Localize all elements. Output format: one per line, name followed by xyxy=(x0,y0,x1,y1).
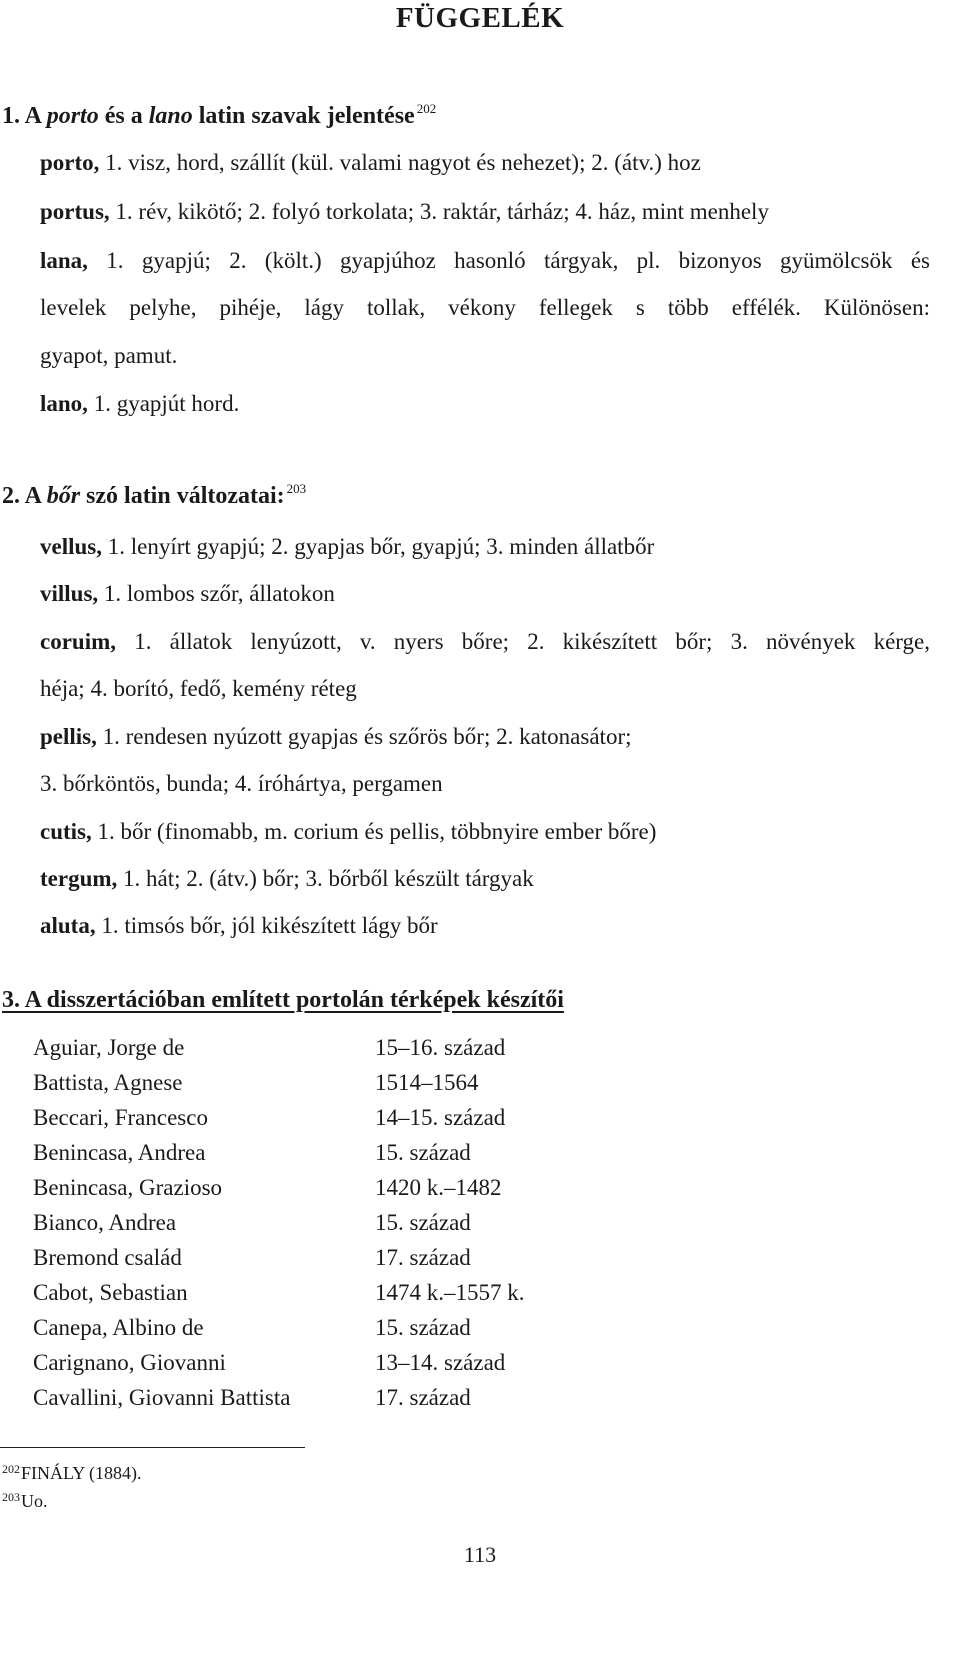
dictionary-entry: lana, 1. gyapjú; 2. (költ.) gyapjúhoz hasonló tárgyak, pl. bizonyos gyümölcsök és xyxy=(40,248,930,273)
dictionary-entry: pellis, 1. rendesen nyúzott gyapjas és szőrös bőr; 2. katonasátor; xyxy=(40,724,632,749)
dictionary-entry-continuation: héja; 4. borító, fedő, kemény réteg xyxy=(40,676,357,701)
footnote: $^{202}$FINÁLY (1884). xyxy=(2,1462,142,1483)
footnote-separator xyxy=(0,1447,305,1448)
dictionary-entry: cutis, 1. bőr (finomabb, m. corium és pellis, többnyire ember bőre) xyxy=(40,819,657,844)
dictionary-entry-continuation: levelek pelyhe, pihéje, lágy tollak, vékony fellegek s több effélék. Különösen: xyxy=(40,295,930,320)
footnote-ref: 203 xyxy=(286,481,307,496)
page-title: FÜGGELÉK xyxy=(395,2,565,34)
dictionary-entry: aluta, 1. timsós bőr, jól kikészített lágy bőr xyxy=(40,913,438,938)
dictionary-entry: porto, 1. visz, hord, szállít (kül. valami nagyot és nehezet); 2. (átv.) hoz xyxy=(40,150,701,175)
section-2-heading: 2. A bőr szó latin változatai: $^{203}$ xyxy=(2,481,307,509)
dictionary-entry: tergum, 1. hát; 2. (átv.) bőr; 3. bőrből készült tárgyak xyxy=(40,866,534,891)
document-page: FÜGGELÉK 1. A porto és a lano latin szavak jelentése $^{202}$ porto, 1. visz, hord, szállít (kül. valami nagyot és nehezet); 2. (átv.) hoz portus, 1. rév, kikötő; 2. folyó torkolata; 3. raktár, tárház; 4. ház, mint menhely lana, 1. gyapjú; 2. (költ.) gyapjúhoz hasonló tárgyak, pl. bizonyos gyümölcsök és levelek pelyhe, pihéje, lágy tollak, vékony fellegek s több effélék. Különösen: gyapot, pamut. lano, 1. gyapjút hord. 2. A bőr szó latin változatai: $^{203}$ vellus, 1. lenyírt gyapjú; 2. gyapjas bőr, gyapjú; 3. minden állatbőr villus, 1. lombos szőr, állatokon coruim, 1. állatok lenyúzott, v. nyers bőre; 2. kikészített bőr; 3. növények kérge, héja; 4. borító, fedő, kemény réteg pellis, 1. rendesen nyúzott gyapjas és szőrös bőr; 2. katonasátor; 3. bőrköntös, bunda; 4. íróhártya, pergamen cutis, 1. bőr (finomabb, m. corium és pellis, többnyire ember bőre) tergum, 1. hát; 2. (átv.) bőr; 3. bőrből készült tárgyak aluta, 1. timsós bőr, jól kikészített lágy bőr 3. A disszertációban említett portolán térképek készítői Aguiar, Jorge de 15–16. század Battista, Agnese 1514–1564 Beccari, Francesco 14–15. század Benincasa, Andrea 15. század Benincasa, Grazioso 1420 k.–1482 Bianco, Andrea 15. század Bremond család 17. század Cabot, Sebastian 1474 k.–1557 k. Canepa, Albino de 15. század Carignano, Giovanni 13–14. század Cavallini, Giovanni Battista 17. század $^{202}$FINÁLY (1884). $^{203}$Uo. 113 xyxy=(0,0,960,1669)
dictionary-entry: coruim, 1. állatok lenyúzott, v. nyers bőre; 2. kikészített bőr; 3. növények kérge, xyxy=(40,629,930,654)
dictionary-entry: portus, 1. rév, kikötő; 2. folyó torkolata; 3. raktár, tárház; 4. ház, mint menhely xyxy=(40,199,769,224)
footnote-ref: 202 xyxy=(416,101,437,116)
section-3-heading: 3. A disszertációban említett portolán térképek készítői xyxy=(2,987,564,1013)
dictionary-entry-continuation: 3. bőrköntös, bunda; 4. íróhártya, pergamen xyxy=(40,771,443,796)
dictionary-entry-continuation: gyapot, pamut. xyxy=(40,343,178,368)
dictionary-entry: villus, 1. lombos szőr, állatokon xyxy=(40,581,335,606)
dictionary-entry: lano, 1. gyapjút hord. xyxy=(40,391,240,416)
footnote: $^{203}$Uo. xyxy=(2,1490,48,1511)
page-number: 113 xyxy=(463,1542,497,1567)
dictionary-entry: vellus, 1. lenyírt gyapjú; 2. gyapjas bőr, gyapjú; 3. minden állatbőr xyxy=(40,534,655,559)
section-1-heading: 1. A porto és a lano latin szavak jelentése $^{202}$ xyxy=(2,101,437,129)
